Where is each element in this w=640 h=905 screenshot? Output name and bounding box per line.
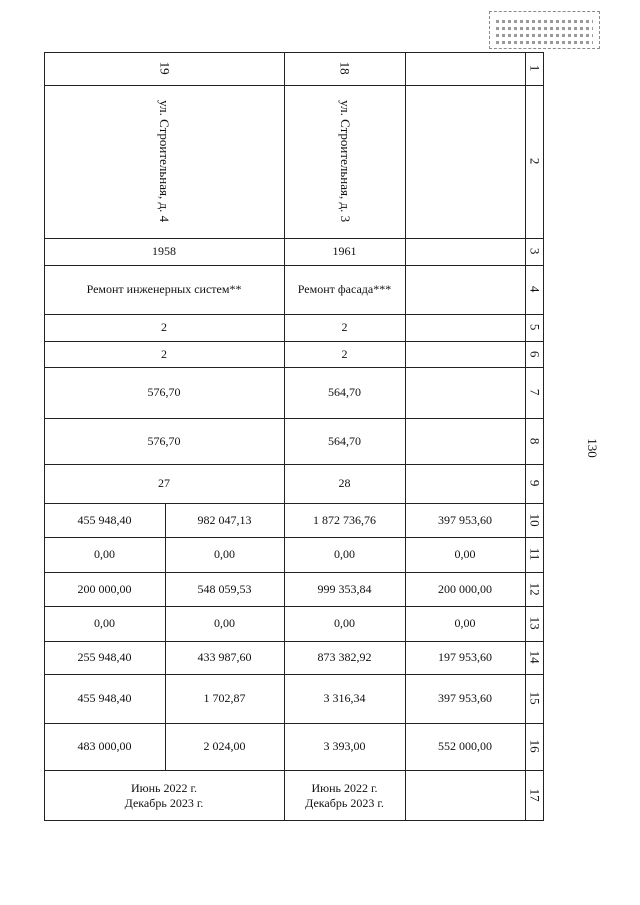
value-cell-c: 3 393,00 — [323, 739, 366, 753]
value-cell-d: 0,00 — [454, 547, 476, 561]
row-number-10-text: 10 — [527, 513, 543, 527]
period-col2 — [284, 770, 405, 821]
row-number-6-text: 6 — [527, 350, 543, 358]
cell-col3-row1 — [405, 52, 525, 85]
row-number-16 — [525, 723, 544, 770]
cell-col1-row1-text: 19 — [157, 62, 173, 75]
row-number-15 — [525, 674, 544, 723]
period-col1-line: Июнь 2022 г. — [130, 780, 198, 795]
period-col1-line: Декабрь 2023 г. — [124, 795, 204, 810]
cell-col3-row2 — [405, 85, 525, 238]
row-number-12 — [525, 572, 544, 606]
cell-col1-row4: Ремонт инженерных систем** — [86, 282, 242, 296]
value-cell-c: 0,00 — [334, 616, 355, 630]
row-number-3-text: 3 — [527, 248, 543, 255]
value-cell-d: 397 953,60 — [438, 691, 492, 705]
value-cell-b: 0,00 — [214, 616, 235, 630]
cell-col3-row4 — [405, 265, 525, 314]
page-number: 130 — [585, 438, 600, 458]
value-cell-c: 999 353,84 — [317, 581, 372, 596]
registration-stamp — [489, 11, 600, 49]
row-number-15-text: 15 — [527, 692, 543, 705]
value-cell-b: 2 024,00 — [203, 739, 246, 753]
value-cell-d: 397 953,60 — [438, 512, 492, 527]
cell-col1-row2-text: ул. Строительная, д. 4 — [157, 100, 173, 223]
cell-col2-row3: 1961 — [332, 244, 357, 258]
row-number-5-text: 5 — [527, 324, 543, 331]
row-number-4-text: 4 — [527, 286, 543, 293]
row-number-3 — [525, 238, 544, 265]
row-number-9-text: 9 — [527, 480, 543, 487]
row-number-14-text: 14 — [527, 651, 543, 664]
value-cell-d: 200 000,00 — [438, 581, 492, 596]
value-cell-d: 197 953,60 — [438, 650, 492, 664]
period-col3 — [405, 770, 525, 821]
cell-col2-row6: 2 — [341, 346, 348, 361]
cell-col1-row5: 2 — [161, 320, 167, 334]
cell-col2-row5: 2 — [341, 320, 348, 334]
value-cell-a: 455 948,40 — [77, 691, 132, 705]
value-cell-c: 0,00 — [334, 547, 355, 561]
value-cell-a: 483 000,00 — [77, 739, 132, 753]
value-cell-c: 873 382,92 — [317, 650, 372, 664]
row-number-9 — [525, 464, 544, 503]
period-col2-line: Июнь 2022 г. — [311, 780, 378, 795]
row-number-12-text: 12 — [527, 582, 543, 596]
cell-col1-row2 — [44, 85, 284, 238]
value-cell-b: 0,00 — [214, 547, 235, 561]
data-table — [44, 52, 544, 821]
row-number-7-text: 7 — [527, 389, 543, 396]
row-number-14 — [525, 641, 544, 674]
cell-col3-row8 — [405, 418, 525, 464]
cell-col3-row5 — [405, 314, 525, 341]
cell-col1-row8: 576,70 — [147, 433, 181, 448]
value-cell-b: 433 987,60 — [197, 650, 252, 664]
value-cell-a: 200 000,00 — [77, 581, 132, 596]
row-number-2-text: 2 — [527, 158, 543, 165]
cell-col1-row1 — [44, 52, 284, 85]
value-cell-a: 0,00 — [94, 547, 115, 561]
period-col1 — [44, 770, 284, 821]
row-number-13 — [525, 606, 544, 641]
row-number-1 — [525, 52, 544, 85]
cell-col2-row2 — [284, 85, 405, 238]
row-number-11 — [525, 537, 544, 572]
cell-col1-row9: 27 — [158, 476, 170, 490]
row-number-13-text: 13 — [527, 617, 543, 630]
cell-col2-row1 — [284, 52, 405, 85]
cell-col2-row8: 564,70 — [328, 433, 361, 448]
cell-col2-row7: 564,70 — [328, 385, 361, 399]
cell-col1-row3: 1958 — [152, 244, 176, 258]
cell-col3-row6 — [405, 341, 525, 367]
cell-col1-row7: 576,70 — [147, 385, 181, 399]
row-number-6 — [525, 341, 544, 367]
row-number-10 — [525, 503, 544, 537]
cell-col1-row6: 2 — [161, 346, 167, 361]
value-cell-c: 1 872 736,76 — [313, 512, 376, 527]
row-number-17-text: 17 — [527, 789, 543, 802]
row-number-7 — [525, 367, 544, 418]
value-cell-c: 3 316,34 — [323, 691, 366, 705]
cell-col3-row7 — [405, 367, 525, 418]
value-cell-b: 982 047,13 — [197, 512, 252, 527]
cell-col2-row9: 28 — [338, 476, 351, 490]
value-cell-b: 1 702,87 — [203, 691, 246, 705]
value-cell-d: 0,00 — [454, 616, 476, 630]
cell-col2-row1-text: 18 — [337, 62, 353, 75]
value-cell-d: 552 000,00 — [438, 739, 492, 753]
row-number-2 — [525, 85, 544, 238]
row-number-16-text: 16 — [527, 740, 543, 753]
value-cell-a: 455 948,40 — [77, 512, 132, 527]
cell-col3-row9 — [405, 464, 525, 503]
value-cell-a: 0,00 — [94, 616, 115, 630]
cell-col3-row3 — [405, 238, 525, 265]
row-number-11-text: 11 — [527, 548, 543, 561]
cell-col2-row4: Ремонт фасада*** — [297, 282, 392, 296]
row-number-8-text: 8 — [527, 437, 543, 445]
value-cell-a: 255 948,40 — [77, 650, 132, 664]
row-number-17 — [525, 770, 544, 821]
period-col2-line: Декабрь 2023 г. — [305, 795, 384, 810]
row-number-8 — [525, 418, 544, 464]
cell-col2-row2-text: ул. Строительная, д. 3 — [337, 100, 353, 223]
value-cell-b: 548 059,53 — [197, 581, 252, 596]
row-number-1-text: 1 — [527, 65, 543, 72]
row-number-4 — [525, 265, 544, 314]
row-number-5 — [525, 314, 544, 341]
